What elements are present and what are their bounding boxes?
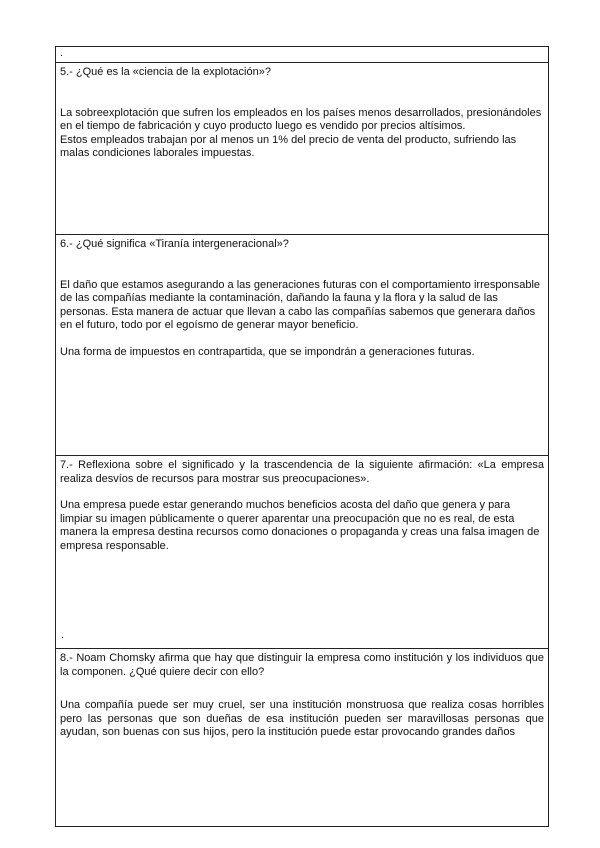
top-mark: .	[60, 47, 64, 59]
answer-7-paragraph-1: Una empresa puede estar generando muchos beneficios acosta del daño que genera y para limpiar su imagen públicamente o querer aparentar una preocupación que no es real, de esta manera la empresa destina recursos como donaciones o propaganda y creas una falsa imagen de empresa responsable.	[60, 499, 540, 552]
question-7-text: 7.- Reflexiona sobre el significado y la trascendencia de la siguiente afirmación: «La empresa realiza desvíos de recursos para mostrar sus preocupaciones».	[60, 459, 544, 485]
question-6-cell	[56, 235, 548, 456]
question-5-text: 5.- ¿Qué es la «ciencia de la explotación»?	[60, 66, 271, 78]
worksheet-table	[55, 46, 549, 827]
answer-5-paragraph-2: Estos empleados trabajan por al menos un 1% del precio de venta del producto, sufriendo las malas condiciones laborales impuestas.	[60, 133, 517, 159]
question-6-text: 6.- ¿Qué significa «Tiranía intergeneracional»?	[60, 238, 289, 250]
top-cell	[56, 47, 548, 63]
question-8-text: 8.- Noam Chomsky afirma que hay que distinguir la empresa como institución y los individuos que la componen. ¿Qué quiere decir con ello?	[60, 652, 544, 678]
answer-5-paragraph-1: La sobreexplotación que sufren los empleados en los países menos desarrollados, presionándoles en el tiempo de fabricación y cuyo producto luego es vendido por precios altísimos.	[60, 106, 542, 132]
answer-6-paragraph-1: El daño que estamos asegurando a las generaciones futuras con el comportamiento irresponsable de las compañías mediante la contaminación, dañando la fauna y la flora y la salud de las personas. Esta manera de actuar que llevan a cabo las compañías sabemos que generara daños en el futuro, todo por el egoísmo de generar mayor beneficio.	[60, 278, 541, 331]
question-7-cell	[56, 456, 548, 649]
question-7-end-mark: .	[61, 629, 65, 641]
answer-6-paragraph-2: Una forma de impuestos en contrapartida, que se impondrán a generaciones futuras.	[60, 345, 475, 358]
question-5-cell	[56, 63, 548, 235]
question-8-cell	[56, 649, 548, 826]
answer-8-paragraph-1: Una compañía puede ser muy cruel, ser una institución monstruosa que realiza cosas horribles pero las personas que son dueñas de esa institución pueden ser maravillosas personas que ayudan, son buenas con sus hijos, pero la institución puede estar provocando grandes daños	[60, 699, 544, 738]
